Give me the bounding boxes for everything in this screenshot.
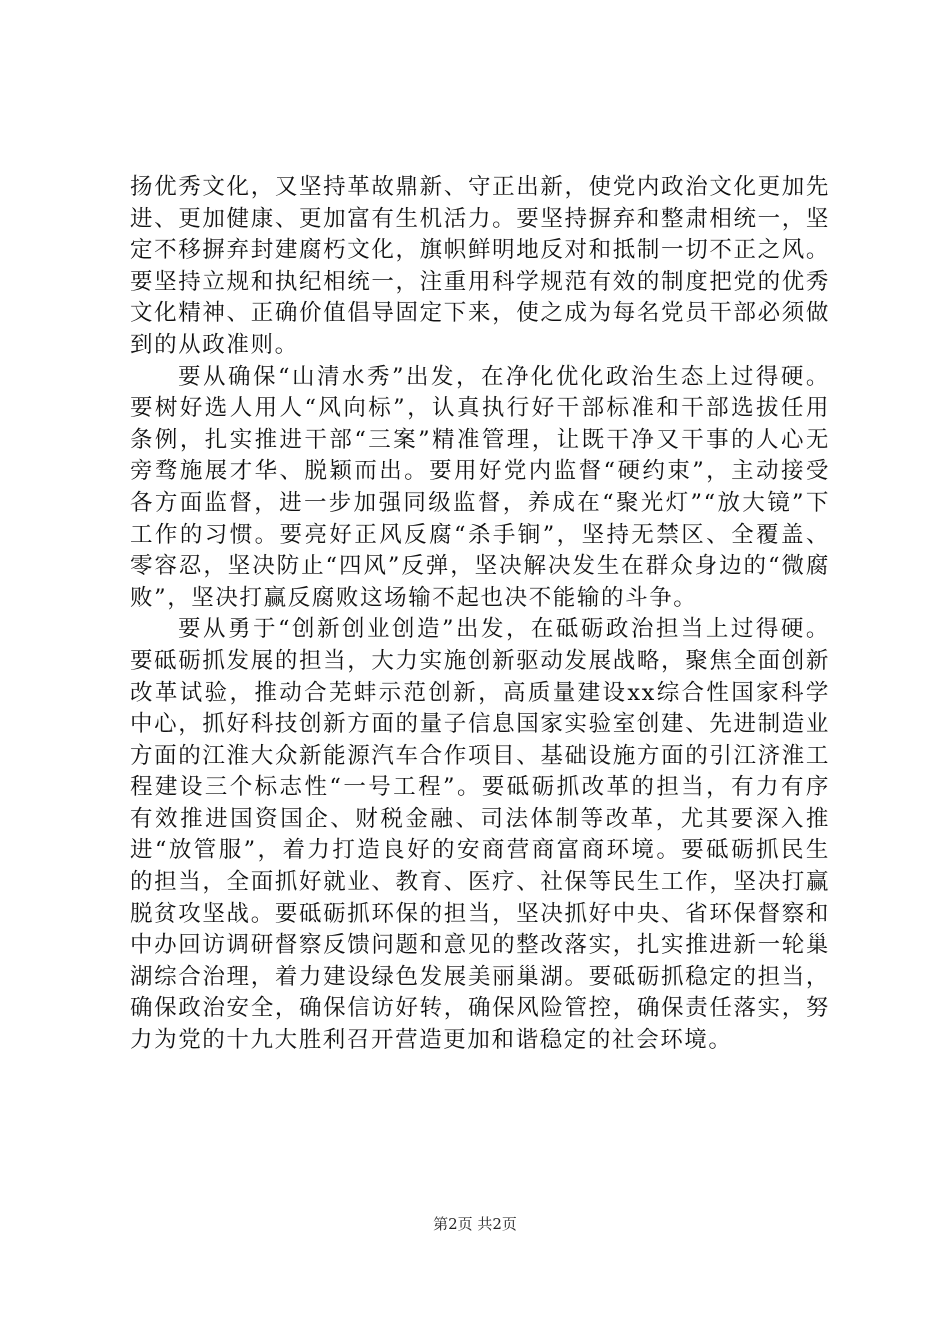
paragraph-political-ecology: 要从确保“山清水秀”出发，在净化优化政治生态上过得硬。要树好选人用人“风向标”，认真执行好干部标准和干部选拔任用条例，扎实推进干部“三案”精准管理，让既干净又干事的人心无旁骛施展才华、脱颖而出。要用好党内监督“硬约束”，主动接受各方面监督，进一步加强同级监督，养成在“聚光灯”“放大镜”下工作的习惯。要亮好正风反腐“杀手锏”，坚持无禁区、全覆盖、零容忍，坚决防止“四风”反弹，坚决解决发生在群众身边的“微腐败”，坚决打赢反腐败这场输不起也决不能输的斗争。 bbox=[130, 363, 830, 611]
paragraph-continuation: 扬优秀文化，又坚持革故鼎新、守正出新，使党内政治文化更加先进、更加健康、更加富有生机活力。要坚持摒弃和整肃相统一，坚定不移摒弃封建腐朽文化，旗帜鲜明地反对和抵制一切不正之风。要坚持立规和执纪相统一，注重用科学规范有效的制度把党的优秀文化精神、正确价值倡导固定下来，使之成为每名党员干部必须做到的从政准则。 bbox=[130, 174, 830, 358]
page-number-footer: 第2页 共2页 bbox=[433, 1215, 517, 1233]
document-body bbox=[130, 172, 830, 1057]
paragraph-political-responsibility: 要从勇于“创新创业创造”出发，在砥砺政治担当上过得硬。要砥砺抓发展的担当，大力实施创新驱动发展战略，聚焦全面创新改革试验，推动合芜蚌示范创新，高质量建设xx综合性国家科学中心，抓好科技创新方面的量子信息国家实验室创建、先进制造业方面的江淮大众新能源汽车合作项目、基础设施方面的引江济淮工程建设三个标志性“一号工程”。要砥砺抓改革的担当，有力有序有效推进国资国企、财税金融、司法体制等改革，尤其要深入推进“放管服”，着力打造良好的安商营商富商环境。要砥砺抓民生的担当，全面抓好就业、教育、医疗、社保等民生工作，坚决打赢脱贫攻坚战。要砥砺抓环保的担当，坚决抓好中央、省环保督察和中办回访调研督察反馈问题和意见的整改落实，扎实推进新一轮巢湖综合治理，着力建设绿色发展美丽巢湖。要砥砺抓稳定的担当，确保政治安全，确保信访好转，确保风险管控，确保责任落实，努力为党的十九大胜利召开营造更加和谐稳定的社会环境。 bbox=[130, 616, 830, 1054]
